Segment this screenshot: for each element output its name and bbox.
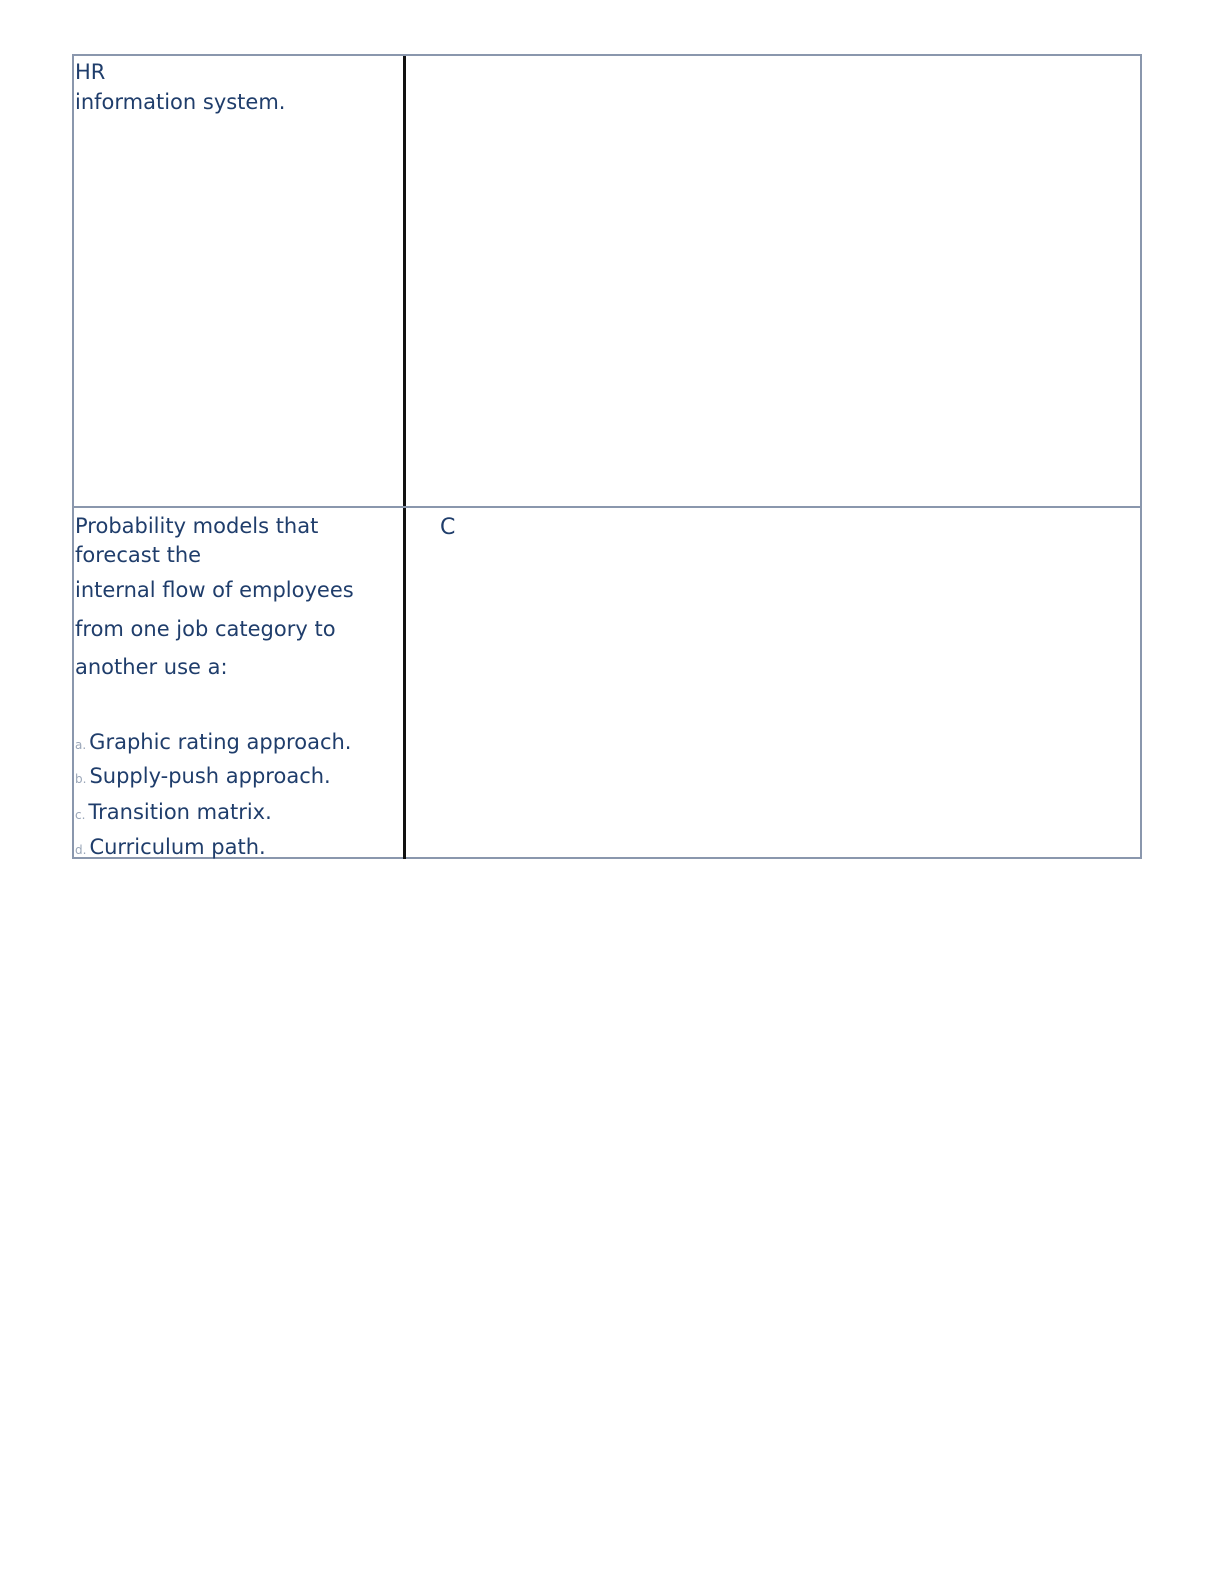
option-letter: b. xyxy=(75,772,87,786)
option-letter: c. xyxy=(75,808,86,822)
table-row xyxy=(74,506,1140,859)
answer-option-d xyxy=(75,835,266,862)
question-text-line: HR xyxy=(75,60,106,84)
option-text: Curriculum path. xyxy=(89,835,266,859)
option-text: Supply-push approach. xyxy=(89,764,331,788)
question-text-line: internal flow of employees xyxy=(75,578,354,602)
answer-cell xyxy=(406,56,1140,506)
question-text-line: Probability models that xyxy=(75,514,319,538)
question-cell xyxy=(74,508,403,859)
question-text-line: another use a: xyxy=(75,655,228,679)
answer-text: C xyxy=(440,515,456,540)
question-text-line: information system. xyxy=(75,90,286,114)
answer-option-a xyxy=(75,730,351,757)
question-table xyxy=(72,54,1142,859)
option-text: Transition matrix. xyxy=(88,800,272,824)
table-row xyxy=(74,56,1140,506)
question-text-line: forecast the xyxy=(75,543,202,567)
option-text: Graphic rating approach. xyxy=(89,730,352,754)
answer-option-b xyxy=(75,764,331,791)
question-text-line: from one job category to xyxy=(75,617,336,641)
option-letter: d. xyxy=(75,843,87,857)
answer-cell xyxy=(406,508,1140,859)
option-letter: a. xyxy=(75,738,87,752)
question-cell xyxy=(74,56,403,506)
answer-option-c xyxy=(75,800,272,827)
